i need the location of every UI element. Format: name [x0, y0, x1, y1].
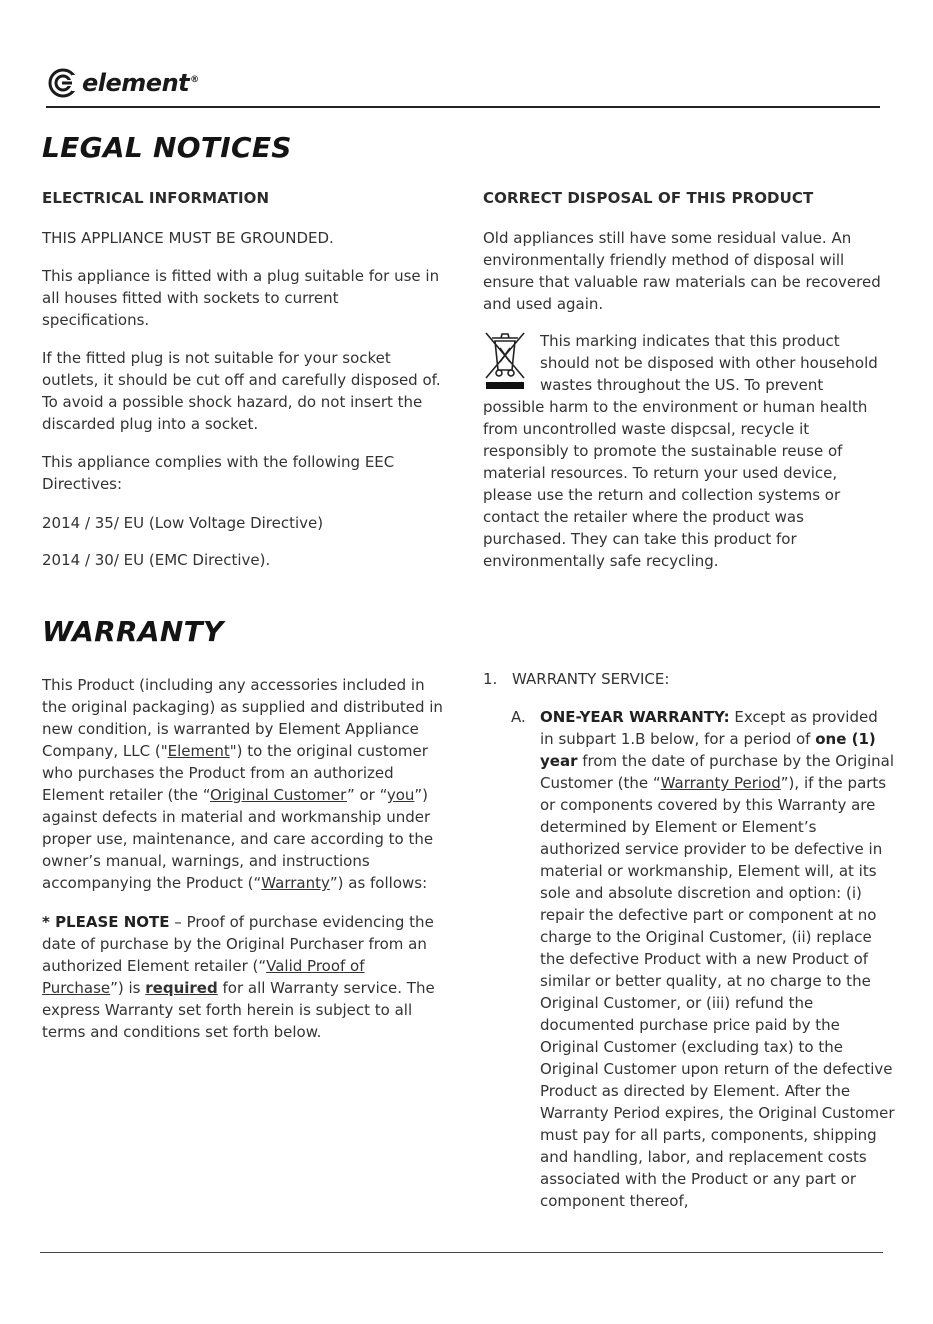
one-year-warranty-paragraph: ONE-YEAR WARRANTY: Except as provided in subpart 1.B below, for a period of one (1) year from the date of purchase by the Original Customer (the “Warranty Period”), if the parts or components covered by this Warranty are determined by Element or Element’s authorized service provider to be defective in material or workmanship, Element will, at its sole and absolute discretion and option: (i) repair the defective part or component at no charge to the Original Customer, (ii) replace the defective Product with a new Product of similar or better quality, at no charge to the Original Customer, or (iii) refund the documented purchase price paid by the Original Customer (excluding tax) to the Original Customer upon return of the defective Product as directed by Element. After the Warranty Period expires, the Original Customer must pay for all parts, components, shipping and handling, labor, and replacement costs associated with the Product or any part or component thereof,: [540, 708, 895, 1210]
plug-paragraph: This appliance is fitted with a plug suitable for use in all houses fitted with sockets to current specifications.: [42, 267, 440, 329]
weee-paragraph: This marking indicates that this product should not be disposed with other household wastes throughout the US. To prevent possible harm to the environment or human health from uncontrolled waste dispcsal, recycle it responsibly to promote the sustainable reuse of material resources. To return your used device, please use the return and collection systems or contact the retailer where the product was purchased. They can take this product for environmentally safe recycling.: [483, 332, 878, 570]
disposal-title: CORRECT DISPOSAL OF THIS PRODUCT: [483, 189, 814, 207]
header-divider: [46, 106, 880, 108]
registered-mark: ®: [190, 75, 199, 85]
eec-directives-paragraph: This appliance complies with the following EEC Directives:: [42, 453, 395, 493]
warranty-intro-paragraph: This Product (including any accessories included in the original packaging) as supplied and distributed in new condition, is warranted by Element Appliance Company, LLC ("Element") to the original customer who purchases the Product from an authorized Element retailer (the “Original Customer” or “you”) against defects in material and workmanship under proper use, maintenance, and care according to the owner’s manual, warnings, and instructions accompanying the Product (“Warranty”) as follows:: [42, 676, 443, 892]
warranty-service-title: WARRANTY SERVICE:: [512, 670, 670, 688]
weee-paragraph-wrap: [483, 330, 888, 572]
service-item-number: 1.: [483, 670, 498, 688]
electrical-info-title: ELECTRICAL INFORMATION: [42, 189, 270, 207]
shock-hazard-paragraph: If the fitted plug is not suitable for your socket outlets, it should be cut off and carefully disposed of. To avoid a possible shock hazard, do not insert the discarded plug into a socket.: [42, 349, 441, 433]
warranty-term: Warranty: [261, 874, 330, 892]
brand-logo: [46, 66, 199, 100]
please-note-label: * PLEASE NOTE: [42, 913, 170, 931]
legal-notices-heading: LEGAL NOTICES: [42, 131, 292, 164]
emc-directive: 2014 / 30/ EU (EMC Directive).: [42, 551, 271, 569]
one-year-warranty-title: ONE-YEAR WARRANTY:: [540, 708, 730, 726]
footer-divider: [40, 1252, 883, 1253]
element-logo-icon: [46, 66, 80, 100]
warranty-period-term: Warranty Period: [660, 774, 781, 792]
original-customer-term: Original Customer: [209, 786, 347, 804]
one-year-term: one (1) year: [540, 730, 876, 770]
element-term: Element: [167, 742, 230, 760]
low-voltage-directive: 2014 / 35/ EU (Low Voltage Directive): [42, 514, 324, 532]
you-term: you: [386, 786, 415, 804]
warranty-heading: WARRANTY: [42, 615, 224, 648]
disposal-intro-paragraph: Old appliances still have some residual value. An environmentally friendly method of disposal will ensure that valuable raw materials can be recovered and used again.: [483, 229, 881, 313]
valid-proof-term: Valid Proof of Purchase: [42, 957, 365, 997]
required-term: required: [145, 979, 218, 997]
please-note-paragraph: * PLEASE NOTE – Proof of purchase evidencing the date of purchase by the Original Purchaser from an authorized Element retailer (“Valid Proof of Purchase”) is required for all Warranty service. The express Warranty set forth herein is subject to all terms and conditions set forth below.: [42, 913, 435, 1041]
grounding-notice: THIS APPLIANCE MUST BE GROUNDED.: [42, 229, 334, 247]
brand-name: element®: [82, 69, 199, 97]
subpart-letter: A.: [511, 708, 526, 726]
